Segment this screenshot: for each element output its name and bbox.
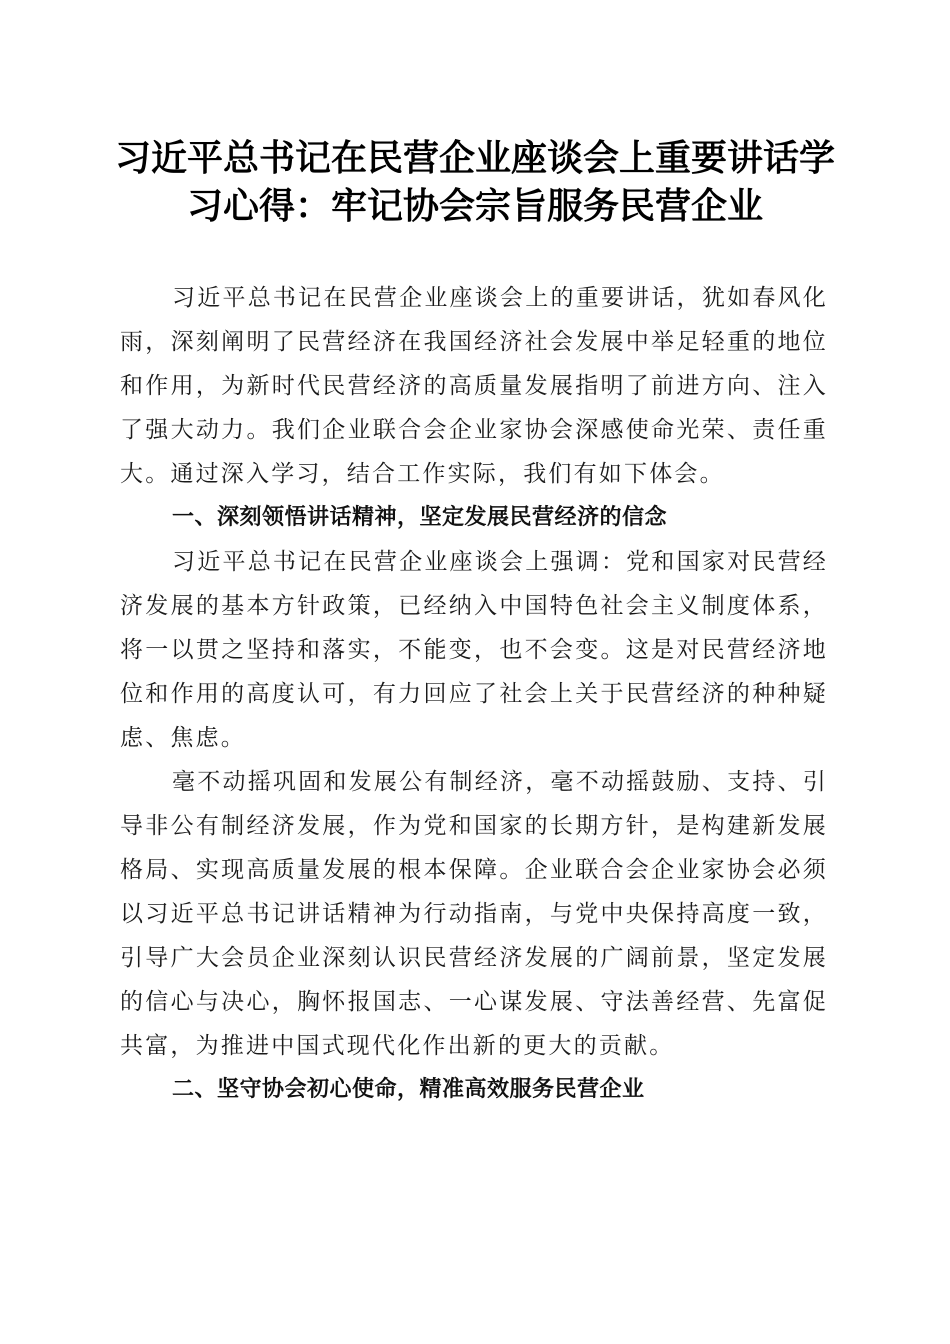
- document-body: [120, 276, 828, 1112]
- title-line-1: 习近平总书记在民营企业座谈会上重要讲话学: [114, 137, 835, 179]
- section-heading-1: 一、深刻领悟讲话精神，坚定发展民营经济的信念: [172, 505, 668, 530]
- body-paragraph: 习近平总书记在民营企业座谈会上强调：党和国家对民营经济发展的基本方针政策，已经纳入中国特色社会主义制度体系，将一以贯之坚持和落实，不能变，也不会变。这是对民营经济地位和作用的高度认可，有力回应了社会上关于民营经济的种种疑虑、焦虑。: [120, 549, 828, 751]
- body-paragraph: 毫不动摇巩固和发展公有制经济，毫不动摇鼓励、支持、引导非公有制经济发展，作为党和国家的长期方针，是构建新发展格局、实现高质量发展的根本保障。企业联合会企业家协会必须以习近平总书记讲话精神为行动指南，与党中央保持高度一致，引导广大会员企业深刻认识民营经济发展的广阔前景，坚定发展的信心与决心，胸怀报国志、一心谋发展、守法善经营、先富促共富，为推进中国式现代化作出新的更大的贡献。: [120, 769, 828, 1059]
- intro-paragraph: 习近平总书记在民营企业座谈会上的重要讲话，犹如春风化雨，深刻阐明了民营经济在我国经济社会发展中举足轻重的地位和作用，为新时代民营经济的高质量发展指明了前进方向、注入了强大动力。我们企业联合会企业家协会深感使命光荣、责任重大。通过深入学习，结合工作实际，我们有如下体会。: [120, 285, 828, 487]
- title-line-2: 习心得：牢记协会宗旨服务民营企业: [186, 185, 763, 227]
- document-title: [100, 134, 850, 230]
- section-heading-2: 二、坚守协会初心使命，精准高效服务民营企业: [172, 1077, 645, 1102]
